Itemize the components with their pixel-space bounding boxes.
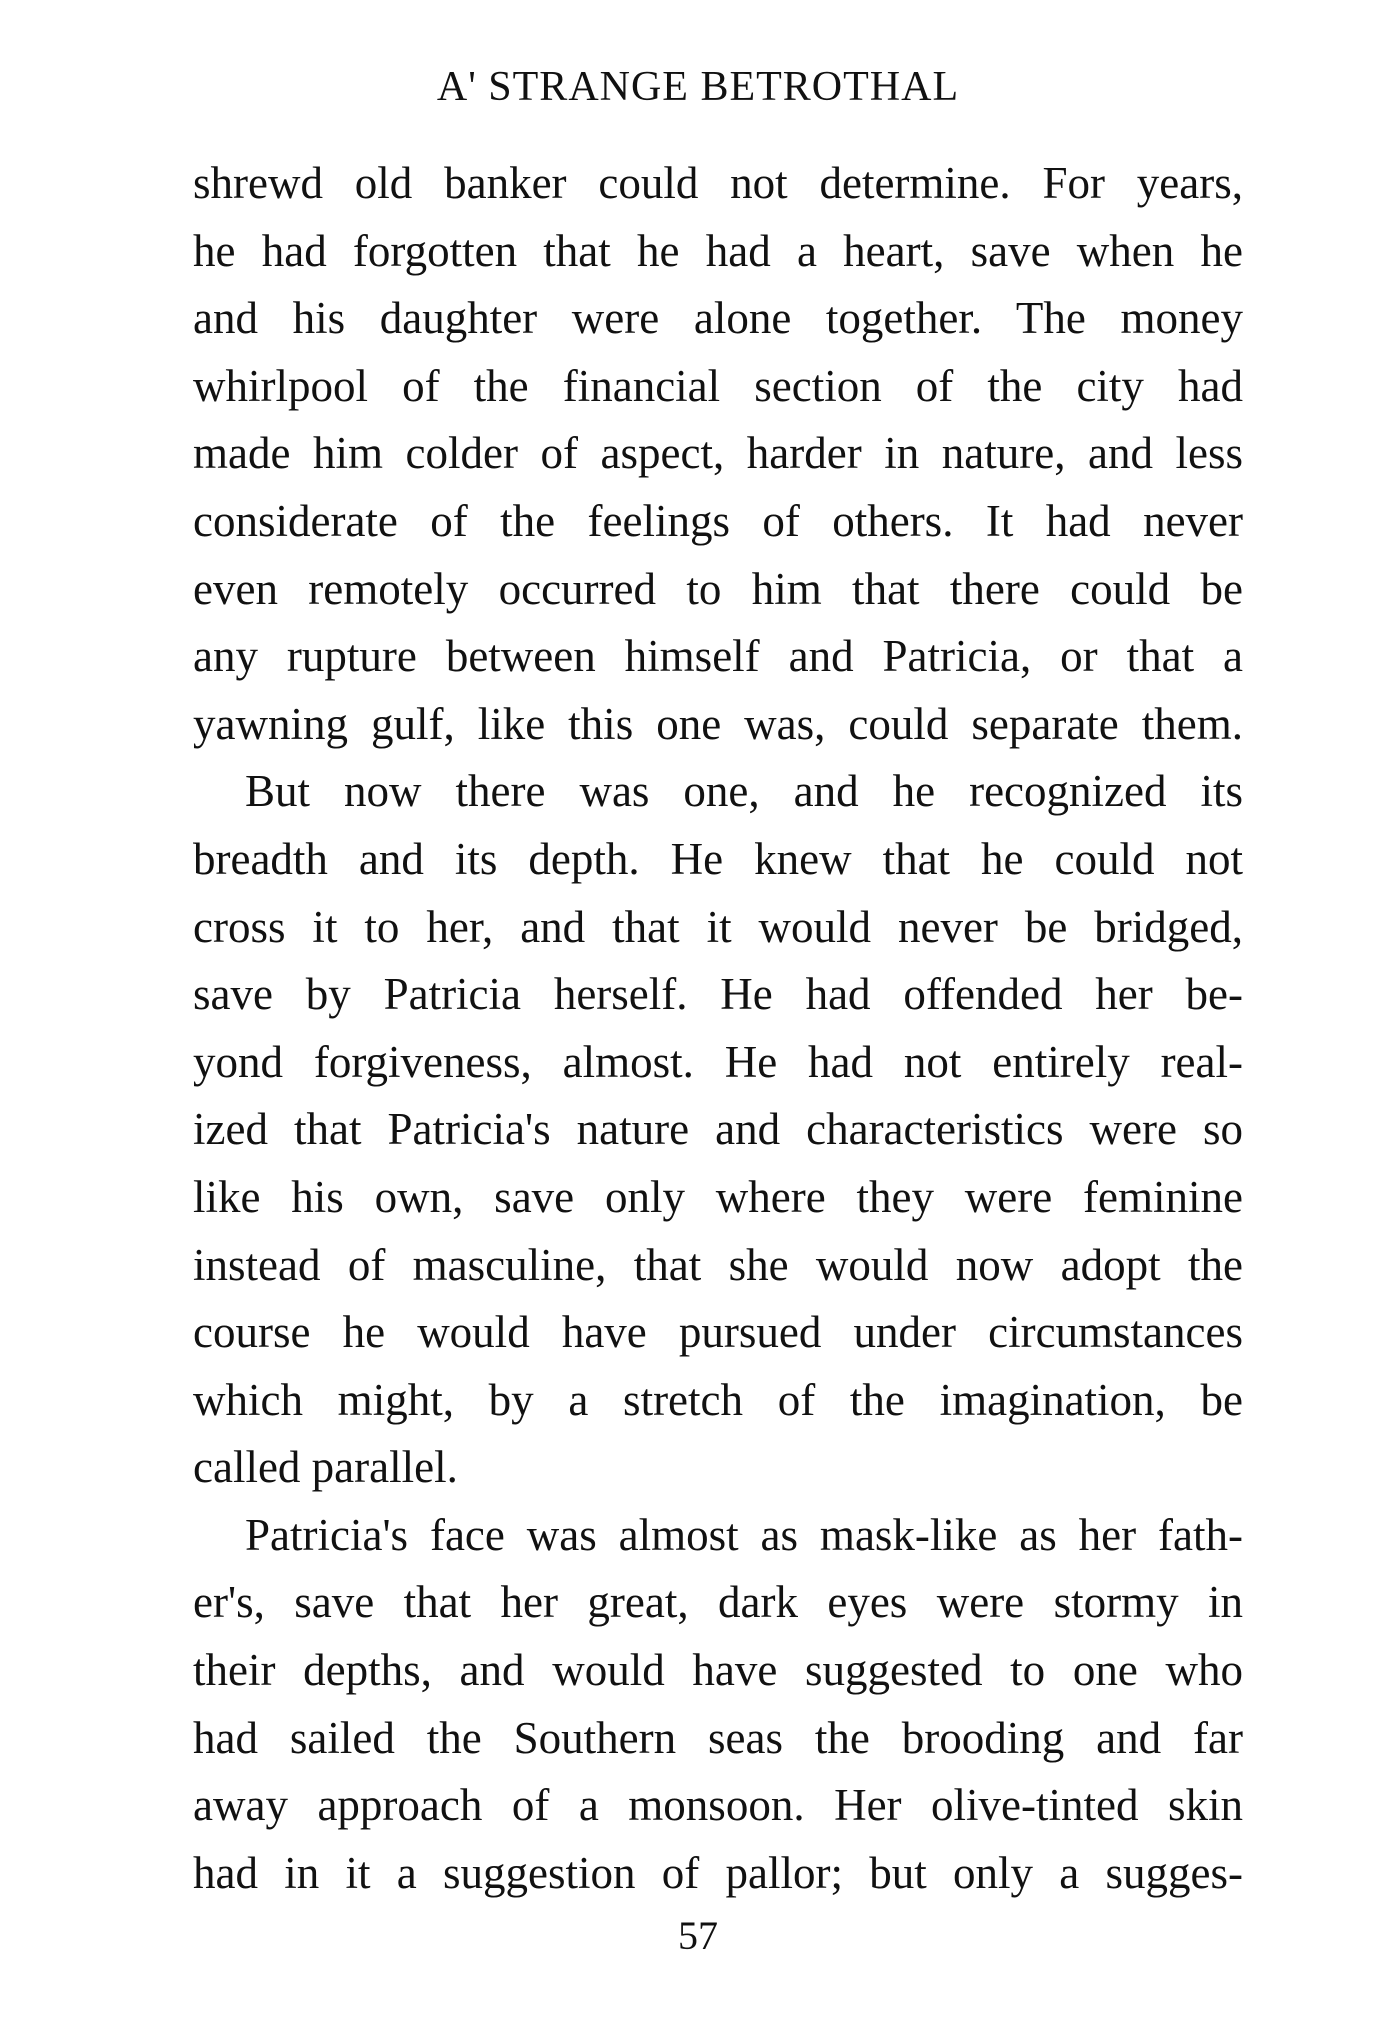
page-number: 57 [678,1913,718,1958]
text-line: er's, save that her great, dark eyes were stormy in [193,1577,1243,1628]
text-line: he had forgotten that he had a heart, save when he [193,225,1243,276]
text-line: like his own, save only where they were feminine [193,1171,1243,1222]
text-line: away approach of a monsoon. Her olive-tinted skin [193,1780,1243,1831]
text-line: their depths, and would have suggested to one who [193,1645,1243,1696]
text-line: course he would have pursued under circumstances [193,1307,1243,1358]
text-line: yawning gulf, like this one was, could separate them. [193,698,1243,749]
text-line: which might, by a stretch of the imagination, be [193,1374,1243,1425]
paragraph [193,1502,1243,1908]
paragraph [193,150,1243,758]
text-line: had sailed the Southern seas the brooding and far [193,1712,1243,1763]
text-line: made him colder of aspect, harder in nature, and less [193,428,1243,479]
text-line: considerate of the feelings of others. It had never [193,495,1243,546]
text-line: and his daughter were alone together. The money [193,293,1243,344]
text-line: ized that Patricia's nature and characteristics were so [193,1104,1243,1155]
text-line: breadth and its depth. He knew that he could not [193,833,1243,884]
text-line: yond forgiveness, almost. He had not entirely real- [193,1036,1243,1087]
text-line: any rupture between himself and Patricia, or that a [193,631,1243,682]
text-line: save by Patricia herself. He had offended her be- [193,969,1243,1020]
text-line: instead of masculine, that she would now adopt the [193,1239,1243,1290]
text-line: But now there was one, and he recognized its [245,766,1243,817]
text-line: Patricia's face was almost as mask-like as her fath- [245,1509,1243,1560]
text-line: shrewd old banker could not determine. For years, [193,158,1243,208]
text-line: cross it to her, and that it would never be bridged, [193,901,1243,952]
text-line: had in it a suggestion of pallor; but only a sugges- [193,1847,1243,1898]
paragraph [193,758,1243,1502]
running-head-title: A' STRANGE BETROTHAL [436,64,960,110]
text-line: called parallel. [193,1442,458,1493]
body-text [193,150,1243,1907]
text-line: even remotely occurred to him that there could be [193,563,1243,614]
text-line: whirlpool of the financial section of the city had [193,360,1243,411]
